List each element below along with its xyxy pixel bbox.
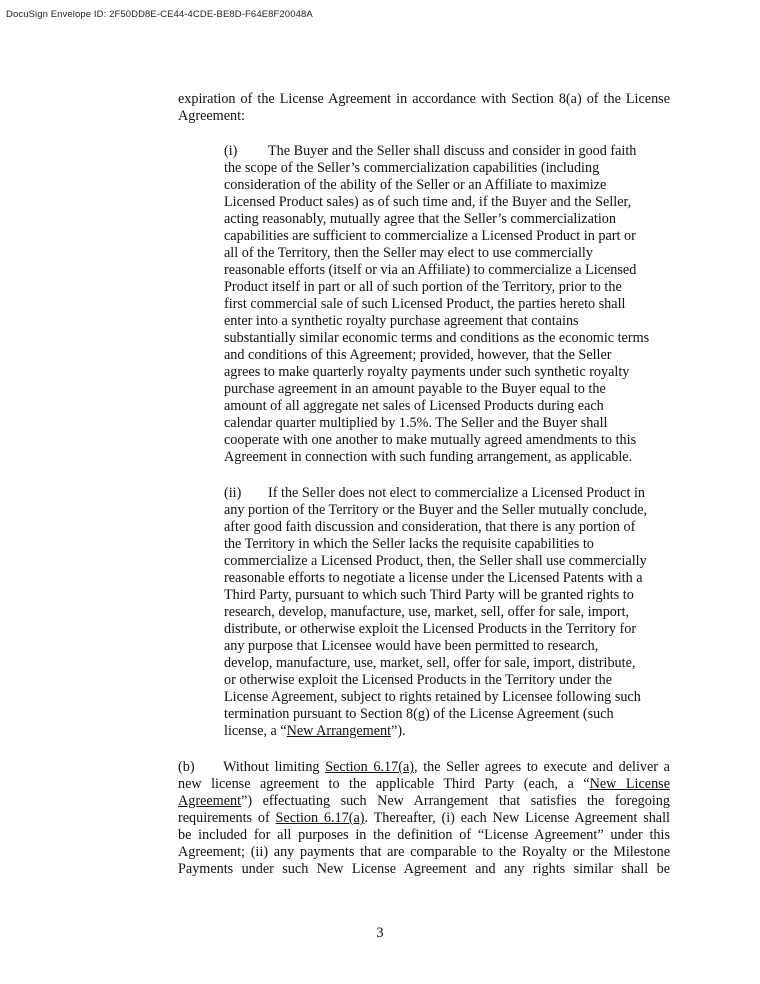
item-b-line-3 <box>178 793 670 810</box>
item-i-line: Licensed Product sales) as of such time and, if the Buyer and the Seller, <box>224 194 632 210</box>
item-b-l1-post: , the Seller agrees to execute and deliver a <box>413 759 670 775</box>
section-ref-link: Section 6.17(a) <box>275 810 365 826</box>
item-b-label: (b) <box>178 759 195 775</box>
item-i-line: consideration of the ability of the Seller or an Affiliate to maximize <box>224 177 607 193</box>
item-ii-last-line <box>224 723 406 740</box>
item-b-line-6: Agreement; (ii) any payments that are comparable to the Royalty or the Milestone <box>178 844 670 860</box>
item-i-line: substantially similar economic terms and conditions as the economic terms <box>224 330 650 346</box>
item-ii-line: develop, manufacture, use, market, sell, offer for sale, import, distribute, <box>224 655 636 671</box>
item-i-line: cooperate with one another to make mutually agreed amendments to this <box>224 432 637 448</box>
item-i-line: amount of all aggregate net sales of Licensed Products during each <box>224 398 604 414</box>
item-i-line: and conditions of this Agreement; provided, however, that the Seller <box>224 347 612 363</box>
item-b-l2-pre: new license agreement to the applicable Third Party (each, a “ <box>178 776 590 792</box>
item-i-line: the scope of the Seller’s commercialization capabilities (including <box>224 160 600 176</box>
item-ii-line: distribute, or otherwise exploit the Licensed Products in the Territory for <box>224 621 637 637</box>
item-ii-line: termination pursuant to Section 8(g) of the License Agreement (such <box>224 706 614 722</box>
item-i-line: calendar quarter multiplied by 1.5%. The Seller and the Buyer shall <box>224 415 608 431</box>
item-ii-first-line: If the Seller does not elect to commercialize a Licensed Product in <box>268 485 646 501</box>
item-i-line: enter into a synthetic royalty purchase agreement that contains <box>224 313 579 329</box>
item-b-line-1 <box>223 759 670 776</box>
item-b-l4-pre: requirements of <box>178 810 276 826</box>
item-ii-line: after good faith discussion and consideration, that there is any portion of <box>224 519 636 535</box>
item-ii-line: research, develop, manufacture, use, market, sell, offer for sale, import, <box>224 604 630 620</box>
item-ii-last-post: ”). <box>391 723 406 739</box>
new-license-term: New License <box>589 776 670 792</box>
section-ref-link: Section 6.17(a) <box>325 759 414 775</box>
item-b-line-5: be included for all purposes in the definition of “License Agreement” under this <box>178 827 670 843</box>
item-i-line: agrees to make quarterly royalty payments under such synthetic royalty <box>224 364 630 380</box>
intro-line-1: expiration of the License Agreement in accordance with Section 8(a) of the License <box>178 91 670 107</box>
item-b-line-2 <box>178 776 670 793</box>
new-arrangement-term: New Arrangement <box>286 723 392 739</box>
item-ii-line: License Agreement, subject to rights retained by Licensee following such <box>224 689 641 705</box>
item-ii-line: any purpose that Licensee would have been permitted to research, <box>224 638 599 654</box>
item-ii-line: or otherwise exploit the Licensed Products in the Territory under the <box>224 672 613 688</box>
item-ii-line: the Territory in which the Seller lacks the requisite capabilities to <box>224 536 594 552</box>
item-b-line-7: Payments under such New License Agreement and any rights similar shall be <box>178 861 670 877</box>
item-ii-line: reasonable efforts to negotiate a license under the Licensed Patents with a <box>224 570 643 586</box>
item-ii-line: Third Party, pursuant to which such Third Party will be granted rights to <box>224 587 634 603</box>
agreement-term: Agreement <box>178 793 242 809</box>
item-i-first-line: The Buyer and the Seller shall discuss and consider in good faith <box>268 143 637 159</box>
item-b-line-4 <box>178 810 670 827</box>
item-ii-last-pre: license, a “ <box>224 723 287 739</box>
item-b-l4-post: . Thereafter, (i) each New License Agreement shall <box>364 810 670 826</box>
item-i-line: first commercial sale of such Licensed Product, the parties hereto shall <box>224 296 626 312</box>
item-i-line: purchase agreement in an amount payable to the Buyer equal to the <box>224 381 606 397</box>
item-i-line: acting reasonably, mutually agree that the Seller’s commercialization <box>224 211 616 227</box>
item-ii-line: any portion of the Territory or the Buyer and the Seller mutually conclude, <box>224 502 648 518</box>
page-number: 3 <box>376 925 384 941</box>
docusign-envelope-id: DocuSign Envelope ID: 2F50DD8E-CE44-4CDE-BE8D-F64E8F20048A <box>6 9 313 20</box>
intro-line-2: Agreement: <box>178 108 245 124</box>
item-b-l1-pre: Without limiting <box>223 759 326 775</box>
item-i-label: (i) <box>224 143 238 159</box>
item-i-line: capabilities are sufficient to commercialize a Licensed Product in part or <box>224 228 636 244</box>
item-i-line: reasonable efforts (itself or via an Affiliate) to commercialize a Licensed <box>224 262 637 278</box>
item-ii-label: (ii) <box>224 485 242 501</box>
item-i-line: all of the Territory, then the Seller may elect to use commercially <box>224 245 593 261</box>
item-ii-line: commercialize a Licensed Product, then, the Seller shall use commercially <box>224 553 647 569</box>
item-i-line: Product itself in part or all of such portion of the Territory, prior to the <box>224 279 622 295</box>
item-i-line: Agreement in connection with such funding arrangement, as applicable. <box>224 449 633 465</box>
item-b-l3-post: ”) effectuating such New Arrangement that satisfies the foregoing <box>241 793 670 809</box>
